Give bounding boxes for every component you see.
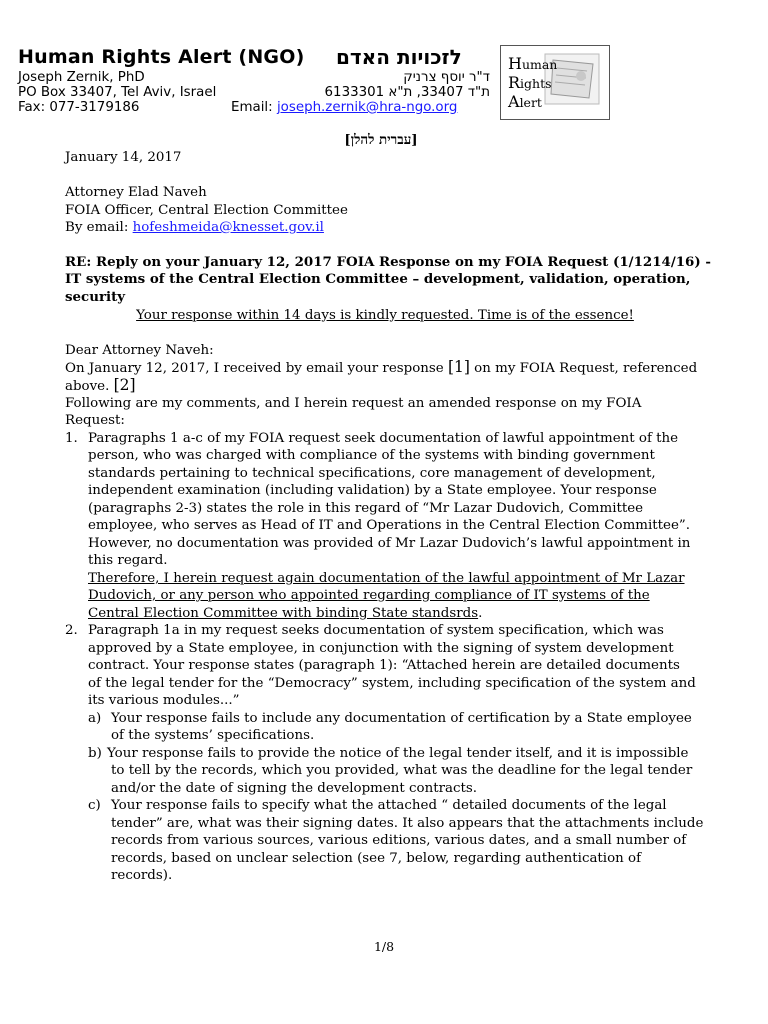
item-2-line: of the legal tender for the “Democracy” system, including specification of the system and — [88, 676, 696, 691]
recipient-email-label: By email: — [65, 220, 129, 235]
fax: Fax: 077-3179186 — [18, 100, 140, 115]
person-name-hebrew: ד"ר יוסף צרניק — [403, 70, 490, 85]
item-2-line: Paragraph 1a in my request seeks documentation of system specification, which was — [88, 623, 664, 638]
item-1-request-line: Central Election Committee with binding State standsrds. — [88, 606, 483, 621]
sub-c-line: records, based on unclear selection (see 7, below, regarding authentication of — [111, 851, 642, 866]
subject-line-3: security — [65, 289, 126, 305]
letter-date: January 14, 2017 — [65, 150, 182, 165]
recipient-title: FOIA Officer, Central Election Committee — [65, 203, 348, 218]
footnote-ref-2[interactable]: [2] — [113, 376, 136, 394]
sub-b-line: and/or the date of signing the development contracts. — [111, 781, 478, 796]
item-1-line: standards pertaining to technical specifications, core management of development, — [88, 466, 656, 481]
item-1-request-line: Therefore, I herein request again documentation of the lawful appointment of Mr Lazar — [88, 571, 685, 586]
sub-c-line: Your response fails to specify what the attached “ detailed documents of the legal — [111, 798, 667, 813]
sub-c-line: tender” are, what was their signing dates. It also appears that the attachments include — [111, 816, 704, 831]
item-2-number: 2. — [65, 623, 78, 638]
item-1-line: Paragraphs 1 a-c of my FOIA request seek documentation of lawful appointment of the — [88, 431, 679, 446]
following-line-1: Following are my comments, and I herein request an amended response on my FOIA — [65, 396, 642, 411]
sub-c-label: c) — [88, 798, 101, 813]
item-1-line: independent examination (including validation) by a State employee. Your response — [88, 483, 657, 498]
page-number: 1/8 — [373, 939, 395, 954]
subject-line-2: IT systems of the Central Election Committee – development, validation, operation, — [65, 271, 691, 287]
footnote-ref-1[interactable]: [1] — [447, 358, 470, 376]
item-1-request-line: Dudovich, or any person who appointed regarding compliance of IT systems of the — [88, 588, 650, 603]
address: PO Box 33407, Tel Aviv, Israel — [18, 85, 217, 100]
urgency-note: Your response within 14 days is kindly requested. Time is of the essence! — [136, 308, 634, 323]
org-name-hebrew: לזכויות האדם — [336, 45, 462, 69]
email-line — [231, 100, 457, 116]
hra-logo: Human Rights Alert — [500, 45, 610, 120]
item-2-line: approved by a State employee, in conjunction with the signing of system development — [88, 641, 674, 656]
person-name: Joseph Zernik, PhD — [18, 70, 145, 85]
email-label: Email: — [231, 100, 273, 115]
sub-a-label: a) — [88, 711, 102, 726]
following-line-2: Request: — [65, 413, 125, 428]
sub-b-line: to tell by the records, which you provided, what was the deadline for the legal tender — [111, 763, 693, 778]
salutation: Dear Attorney Naveh: — [65, 343, 214, 358]
hebrew-follows-note: [עברית להלן] — [344, 132, 418, 148]
sub-c-line: records). — [111, 868, 173, 883]
intro-line-1: On January 12, 2017, I received by email your response [1] on my FOIA Request, referenced — [65, 358, 698, 376]
recipient-email-line — [65, 219, 324, 237]
item-2-line: contract. Your response states (paragraph 1): “Attached herein are detailed documents — [88, 658, 680, 673]
sub-c-line: records from various sources, various editions, various dates, and a small number of — [111, 833, 687, 848]
sub-a-line: of the systems’ specifications. — [111, 728, 315, 743]
sub-b-label: b) — [88, 746, 102, 761]
header-email-link[interactable]: joseph.zernik@hra-ngo.org — [276, 100, 458, 115]
item-1-line: person, who was charged with compliance of the systems with binding government — [88, 448, 655, 463]
item-1-line: However, no documentation was provided of Mr Lazar Dudovich’s lawful appointment in — [88, 536, 691, 551]
subject-line-1: RE: Reply on your January 12, 2017 FOIA Response on my FOIA Request (1/1214/16) - — [65, 254, 711, 270]
item-1-line: (paragraphs 2-3) states the role in this regard of “Mr Lazar Dudovich, Committee — [88, 501, 644, 516]
intro-line-2: above. [2] — [65, 376, 136, 394]
item-2-line: its various modules...” — [88, 693, 240, 708]
item-1-number: 1. — [65, 431, 78, 446]
recipient-email-link[interactable]: hofeshmeida@knesset.gov.il — [132, 220, 324, 235]
item-1-line: this regard. — [88, 553, 168, 568]
sub-a-line: Your response fails to include any documentation of certification by a State employee — [111, 711, 692, 726]
org-name: Human Rights Alert (NGO) — [18, 46, 305, 68]
item-1-line: employee, who serves as Head of IT and Operations in the Central Election Committee”. — [88, 518, 690, 533]
sub-b-line: Your response fails to provide the notice of the legal tender itself, and it is impossible — [107, 746, 689, 761]
address-hebrew: ת"ד 33407, ת"א 6133301 — [324, 85, 490, 100]
recipient-name: Attorney Elad Naveh — [65, 185, 207, 200]
